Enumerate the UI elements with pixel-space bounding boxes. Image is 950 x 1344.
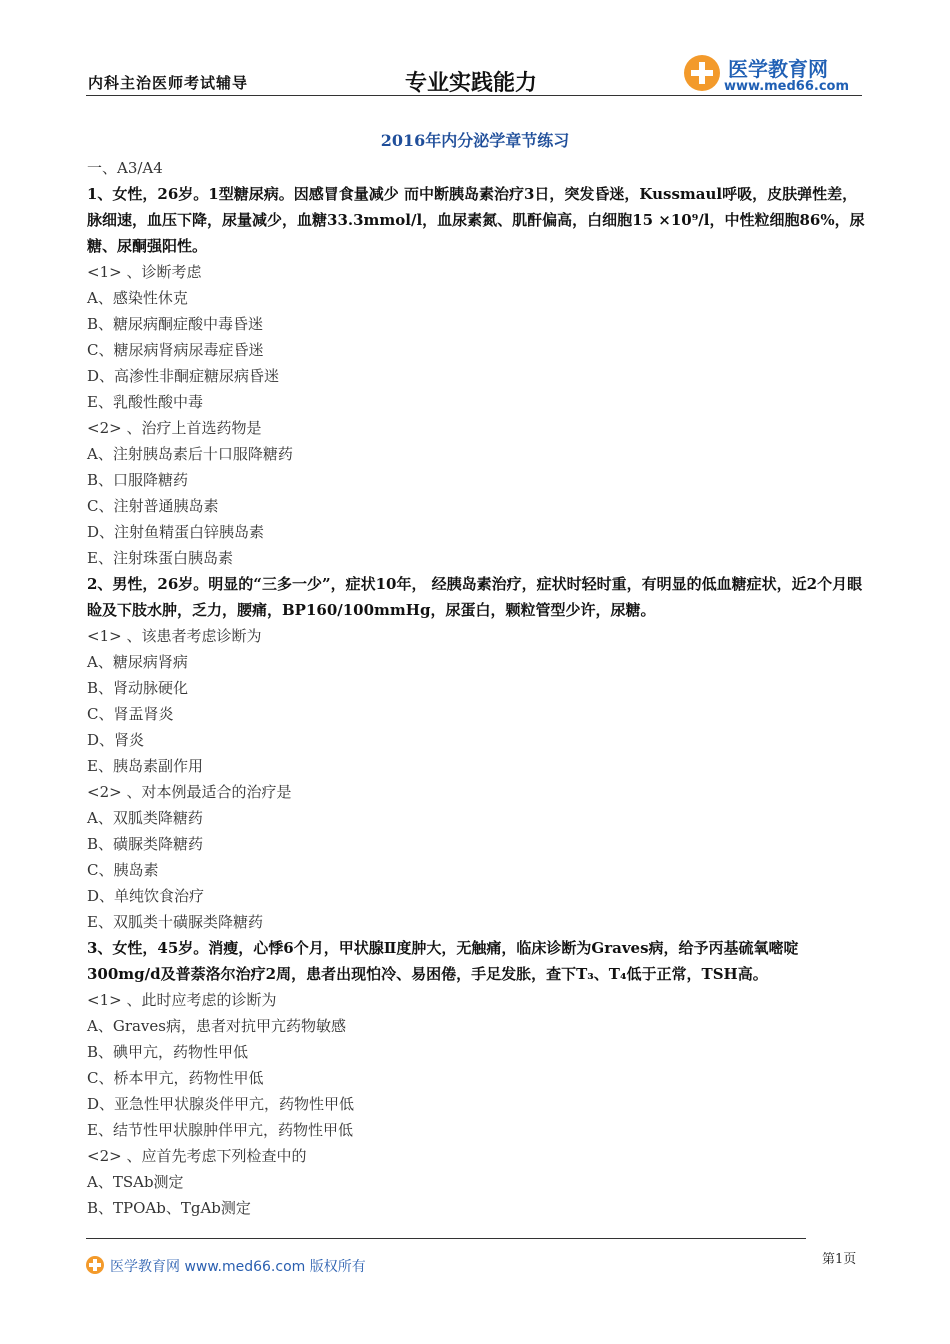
medical-cross-icon xyxy=(684,55,720,91)
page-title: 2016年内分泌学章节练习 xyxy=(380,131,570,150)
question-stem: 2、男性，26岁。明显的“三多一少”，症状10年， 经胰岛素治疗，症状时轻时重，有明显的低血糖症状，近2个月眼睑及下肢水肿，乏力，腰痛，BP160/100mmHg，尿蛋白，颗粒管型少许，尿糖。 xyxy=(87,575,863,619)
text-line: B、糖尿病酮症酸中毒昏迷 xyxy=(87,315,264,333)
text-line: <2> 、应首先考虑下列检查中的 xyxy=(87,1147,307,1165)
text-line: C、糖尿病肾病尿毒症昏迷 xyxy=(87,341,264,359)
header-title: 专业实践能力 xyxy=(405,71,538,96)
text-line: B、碘甲亢，药物性甲低 xyxy=(87,1043,249,1061)
text-line: A、注射胰岛素后十口服降糖药 xyxy=(87,445,293,463)
header-subject: 内科主治医师考试辅导 xyxy=(88,74,249,92)
text-line: C、桥本甲亢，药物性甲低 xyxy=(87,1069,264,1087)
text-line: <1> 、此时应考虑的诊断为 xyxy=(87,991,277,1009)
text-line: E、注射珠蛋白胰岛素 xyxy=(87,549,233,567)
text-line: E、结节性甲状腺肿伴甲亢，药物性甲低 xyxy=(87,1121,353,1139)
footer-divider xyxy=(86,1238,806,1239)
text-line: D、高渗性非酮症糖尿病昏迷 xyxy=(87,367,280,385)
logo-url[interactable]: www.med66.com xyxy=(724,79,850,94)
text-line: D、单纯饮食治疗 xyxy=(87,887,205,905)
site-logo[interactable] xyxy=(684,53,864,97)
footer-copyright[interactable]: 医学教育网 www.med66.com 版权所有 xyxy=(110,1259,366,1275)
text-line: A、TSAb测定 xyxy=(87,1173,184,1191)
text-line: <2> 、治疗上首选药物是 xyxy=(87,419,262,437)
text-line: D、肾炎 xyxy=(87,731,145,749)
page-number: 第1页 xyxy=(822,1252,857,1267)
question-list xyxy=(87,155,867,1221)
logo-name: 医学教育网 xyxy=(728,57,828,81)
text-line: B、磺脲类降糖药 xyxy=(87,835,204,853)
text-line: 一、A3/A4 xyxy=(87,159,163,177)
text-line: E、乳酸性酸中毒 xyxy=(87,393,203,411)
text-line: C、注射普通胰岛素 xyxy=(87,497,219,515)
text-line: D、亚急性甲状腺炎伴甲亢，药物性甲低 xyxy=(87,1095,355,1113)
text-line: A、感染性休克 xyxy=(87,289,188,307)
text-line: B、肾动脉硬化 xyxy=(87,679,189,697)
text-line: <1> 、诊断考虑 xyxy=(87,263,202,281)
footer-logo-icon xyxy=(86,1256,104,1274)
text-line: <2> 、对本例最适合的治疗是 xyxy=(87,783,292,801)
text-line: B、口服降糖药 xyxy=(87,471,189,489)
text-line: C、肾盂肾炎 xyxy=(87,705,174,723)
question-stem: 1、女性，26岁。1型糖尿病。因感冒食量减少 而中断胰岛素治疗3日，突发昏迷，Kussmaul呼吸，皮肤弹性差，脉细速，血压下降，尿量减少，血糖33.3mmol/l，血尿素氮、肌酐偏高，白细胞15 ×10⁹/l，中性粒细胞86%，尿糖、尿酮强阳性。 xyxy=(87,185,865,255)
text-line: E、胰岛素副作用 xyxy=(87,757,203,775)
text-line: <1> 、该患者考虑诊断为 xyxy=(87,627,262,645)
text-line: A、Graves病，患者对抗甲亢药物敏感 xyxy=(87,1017,346,1035)
text-line: A、糖尿病肾病 xyxy=(87,653,188,671)
header-divider xyxy=(86,95,862,96)
text-line: C、胰岛素 xyxy=(87,861,159,879)
text-line: B、TPOAb、TgAb测定 xyxy=(87,1199,251,1217)
text-line: A、双胍类降糖药 xyxy=(87,809,203,827)
question-stem: 3、女性，45岁。消瘦，心悸6个月，甲状腺Ⅱ度肿大，无触痛，临床诊断为Graves病，给予丙基硫氧嘧啶300mg/d及普萘洛尔治疗2周，患者出现怕冷、易困倦，手足发胀，查下T₃、T₄低于正常，TSH高。 xyxy=(87,939,799,983)
text-line: E、双胍类十磺脲类降糖药 xyxy=(87,913,263,931)
text-line: D、注射鱼精蛋白锌胰岛素 xyxy=(87,523,265,541)
